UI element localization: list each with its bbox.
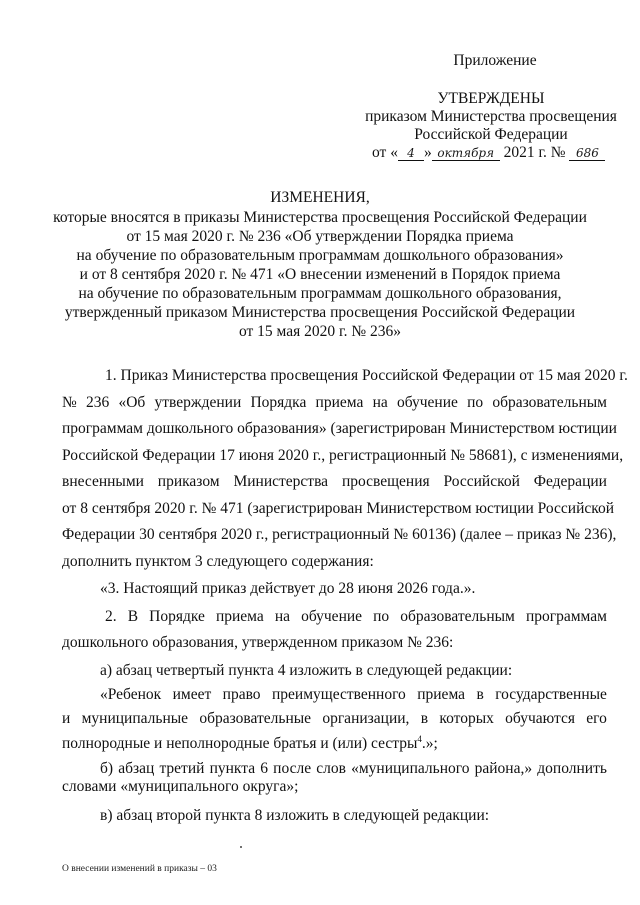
- word: после: [273, 760, 312, 777]
- footnote-marker: 4: [417, 734, 422, 744]
- word: приема: [215, 608, 264, 625]
- word: приказом: [157, 473, 220, 490]
- quote-2-line-1: [100, 686, 607, 704]
- word: на: [274, 608, 291, 625]
- word: приема: [315, 393, 364, 411]
- word: 2.: [105, 608, 117, 625]
- paragraph-1-quote: «3. Настоящий приказ действует до 28 июня 2026 года.».: [100, 580, 476, 597]
- word: по: [373, 608, 390, 625]
- word: его: [586, 710, 607, 727]
- word: внесенными: [62, 473, 144, 490]
- word: по: [467, 393, 484, 411]
- quote-2-end: .»;: [421, 735, 438, 753]
- word: в: [476, 686, 484, 703]
- item-c-line: в) абзац второй пункта 8 изложить в следующей редакции:: [100, 807, 490, 824]
- word: 6: [260, 760, 268, 777]
- word: обучаются: [505, 710, 575, 727]
- word: образовательным: [492, 393, 607, 411]
- word: обучение: [301, 608, 363, 625]
- word: Министерства: [233, 473, 329, 490]
- word: района,»: [474, 760, 533, 777]
- date-mid: »: [423, 144, 432, 161]
- date-day-handwritten: 4: [398, 146, 424, 161]
- paragraph-1-line-6: от 8 сентября 2020 г. № 471 (зарегистрирован Министерством юстиции Российской: [62, 499, 615, 517]
- word: пункта: [209, 760, 256, 777]
- title-line: на обучение по образовательным программам дошкольного образования»: [76, 247, 564, 264]
- approved-heading: УТВЕРЖДЕНЫ: [437, 90, 545, 107]
- word: которых: [439, 710, 494, 727]
- quote-2-text: полнородные и неполнородные братья и (или) сестры: [62, 735, 418, 753]
- word: Порядка: [250, 393, 307, 411]
- order-number-handwritten: 686: [569, 146, 605, 161]
- paragraph-1-line-2: [62, 394, 607, 412]
- word: образовательные: [199, 710, 312, 727]
- paragraph-1-line-8: дополнить пунктом 3 следующего содержания:: [62, 552, 374, 570]
- word: на: [372, 393, 388, 411]
- word: в: [420, 710, 429, 727]
- word: третий: [159, 760, 205, 777]
- word: образовательным: [400, 608, 515, 625]
- quote-2-line-2: [62, 710, 607, 728]
- document-title: [30, 188, 610, 341]
- word: и: [62, 710, 71, 727]
- word: организации,: [322, 710, 410, 727]
- word: государственные: [495, 686, 607, 703]
- item-b-line-1: [100, 760, 607, 778]
- paragraph-1-line-5: [62, 473, 607, 491]
- paragraph-1-line-7: Федерации 30 сентября 2020 г., регистрационный № 60136) (далее – приказ № 236),: [62, 526, 617, 543]
- title-line: которые вносятся в приказы Министерства просвещения Российской Федерации: [53, 209, 587, 226]
- item-a-line: а) абзац четвертый пункта 4 изложить в следующей редакции:: [100, 662, 513, 679]
- word: Российской: [443, 473, 520, 490]
- word: Федерации: [533, 473, 607, 490]
- approval-date-line: [372, 144, 605, 162]
- item-b-line-2: словами «муниципального округа»;: [62, 778, 299, 795]
- paragraph-1-line-3: программам дошкольного образования» (зарегистрирован Министерством юстиции: [62, 420, 617, 437]
- appendix-label: Приложение: [453, 52, 537, 69]
- word: муниципальные: [81, 710, 189, 727]
- scan-speck: [240, 846, 242, 848]
- date-prefix: от «: [372, 144, 398, 161]
- word: В: [127, 608, 139, 625]
- paragraph-2-line-1: [105, 608, 607, 626]
- title-line: и от 8 сентября 2020 г. № 471 «О внесении изменений в Порядок приема: [79, 266, 561, 283]
- date-year: 2021 г. №: [503, 144, 566, 161]
- word: «муниципального: [351, 760, 470, 777]
- paragraph-2-line-2: дошкольного образования, утвержденном приказом № 236:: [62, 634, 454, 651]
- approved-federation: Российской Федерации: [414, 126, 568, 143]
- word: приема: [417, 686, 466, 703]
- word: Порядке: [149, 608, 205, 625]
- word: «Об: [118, 393, 146, 411]
- title-line: от 15 мая 2020 г. № 236»: [238, 323, 402, 340]
- title-heading: ИЗМЕНЕНИЯ,: [270, 189, 370, 206]
- word: №: [62, 393, 77, 411]
- word: просвещения: [341, 473, 430, 490]
- word: право: [222, 686, 261, 703]
- word: утверждении: [154, 393, 242, 411]
- word: дополнить: [537, 760, 607, 777]
- footer-note: О внесении изменений в приказы – 03: [62, 864, 217, 874]
- quote-2-line-3: [62, 734, 438, 753]
- title-line: утвержденный приказом Министерства просвещения Российской Федерации: [64, 304, 576, 321]
- title-line: на обучение по образовательным программам дошкольного образования,: [78, 285, 562, 302]
- title-line: от 15 мая 2020 г. № 236 «Об утверждении Порядка приема: [126, 228, 514, 245]
- word: обучение: [396, 393, 458, 411]
- word: «Ребенок: [100, 686, 162, 703]
- paragraph-1-line-1: 1. Приказ Министерства просвещения Российской Федерации от 15 мая 2020 г.: [105, 367, 628, 384]
- word: абзац: [118, 760, 155, 777]
- word: программам: [525, 608, 607, 625]
- word: 236: [86, 393, 110, 411]
- word: преимущественного: [271, 686, 406, 703]
- word: б): [100, 760, 114, 777]
- date-month-handwritten: октября: [432, 146, 500, 161]
- word: имеет: [172, 686, 212, 703]
- word: слов: [316, 760, 346, 777]
- approved-by-order: приказом Министерства просвещения: [365, 108, 617, 125]
- paragraph-1-line-4: Российской Федерации 17 июня 2020 г., регистрационный № 58681), с изменениями,: [62, 446, 624, 464]
